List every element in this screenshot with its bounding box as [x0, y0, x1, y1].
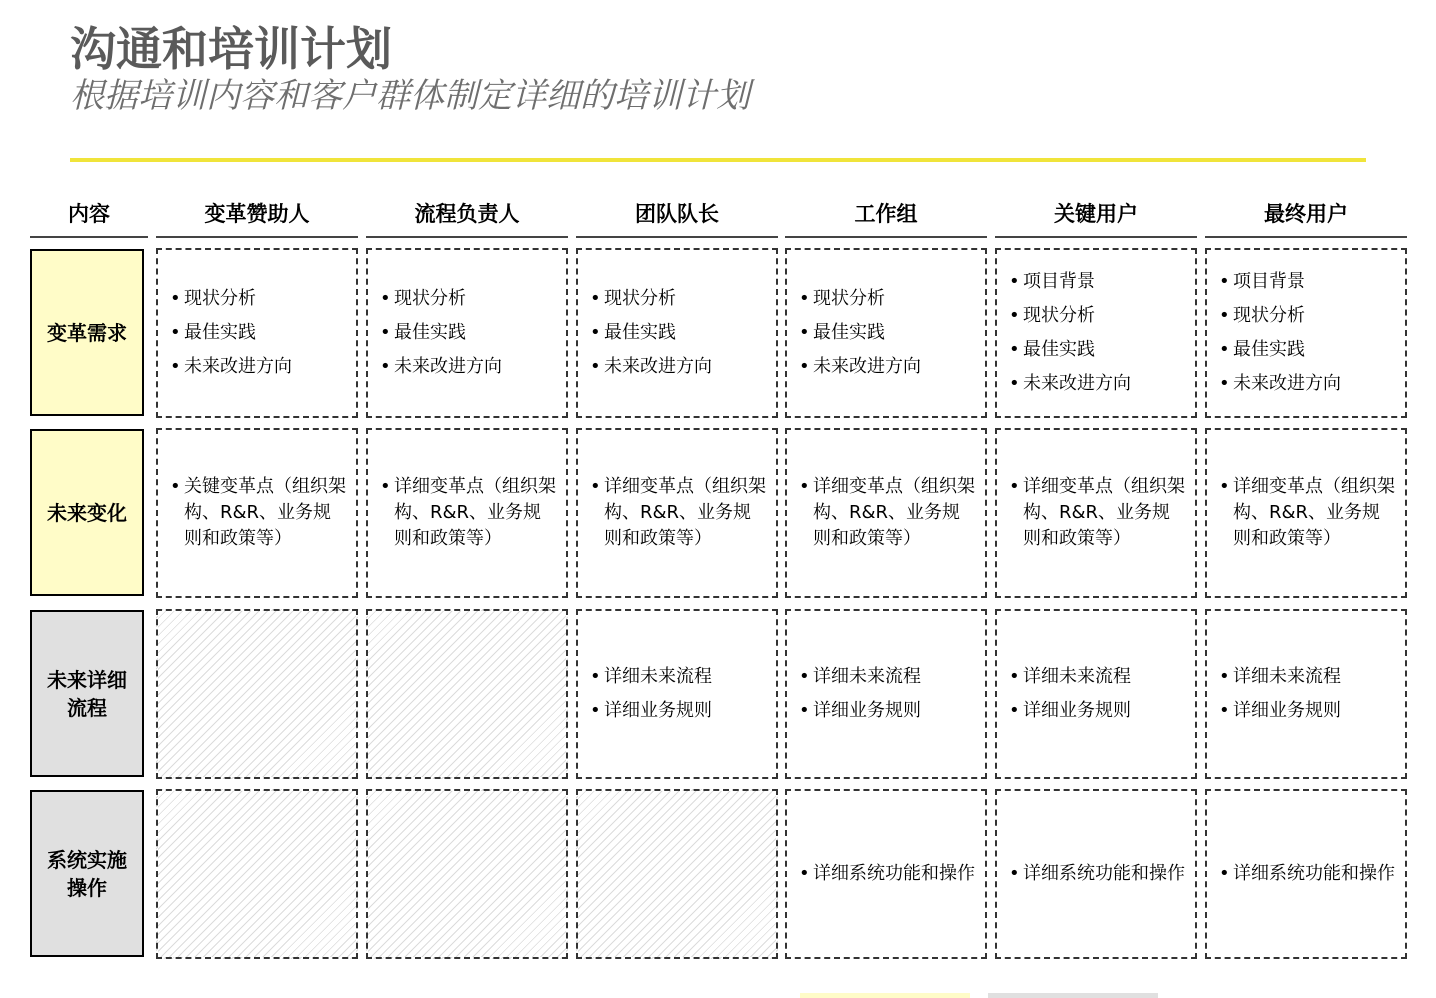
bullet-item	[1009, 269, 1187, 295]
bullet-dot: •	[590, 700, 601, 721]
bullet-dot: •	[1219, 373, 1230, 394]
bullet-item	[799, 286, 977, 312]
bullet-text: 详细业务规则	[604, 700, 712, 721]
bullet-text: 未来改进方向	[813, 356, 921, 377]
bullet-text: 最佳实践	[1233, 339, 1305, 360]
content-cell	[1205, 609, 1407, 779]
bullet-dot: •	[799, 356, 810, 377]
content-cell	[995, 248, 1197, 418]
bullet-item	[170, 286, 348, 312]
bullet-text: 最佳实践	[394, 322, 466, 343]
header-corner: 内容	[30, 192, 148, 238]
content-cell	[576, 428, 778, 598]
content-cell	[366, 248, 568, 418]
content-cell	[1205, 789, 1407, 959]
content-cell	[785, 789, 987, 959]
page-title: 沟通和培训计划	[70, 22, 392, 76]
column-header: 工作组	[785, 192, 987, 238]
bullet-text: 详细未来流程	[813, 666, 921, 687]
content-cell	[995, 428, 1197, 598]
bullet-item	[380, 474, 558, 552]
column-header: 最终用户	[1205, 192, 1407, 238]
bullet-dot: •	[1219, 863, 1230, 884]
bullet-text: 最佳实践	[184, 322, 256, 343]
bullet-dot: •	[1009, 373, 1020, 394]
bullet-text: 关键变革点（组织架构、R&R、业务规则和政策等）	[184, 476, 346, 549]
bullet-dot: •	[170, 356, 181, 377]
bullet-text: 现状分析	[1023, 305, 1095, 326]
bullet-item	[1009, 303, 1187, 329]
bullet-item	[799, 474, 977, 552]
legend-gray-swatch	[988, 993, 1158, 998]
bullet-dot: •	[590, 322, 601, 343]
bullet-item	[1219, 371, 1397, 397]
empty-hatched-cell	[366, 789, 568, 959]
bullet-item	[1219, 474, 1397, 552]
bullet-item	[1009, 664, 1187, 690]
bullet-text: 详细变革点（组织架构、R&R、业务规则和政策等）	[1023, 476, 1185, 549]
content-cell	[785, 248, 987, 418]
bullet-item	[380, 320, 558, 346]
bullet-text: 未来改进方向	[184, 356, 292, 377]
bullet-dot: •	[1219, 476, 1230, 497]
bullet-item	[1219, 337, 1397, 363]
column-header: 团队队长	[576, 192, 778, 238]
bullet-item	[590, 286, 768, 312]
content-cell	[995, 789, 1197, 959]
bullet-text: 最佳实践	[604, 322, 676, 343]
bullet-item	[799, 664, 977, 690]
bullet-text: 详细系统功能和操作	[813, 863, 975, 884]
bullet-text: 未来改进方向	[604, 356, 712, 377]
bullet-dot: •	[799, 700, 810, 721]
bullet-dot: •	[799, 863, 810, 884]
content-cell	[1205, 428, 1407, 598]
bullet-text: 最佳实践	[1023, 339, 1095, 360]
bullet-dot: •	[799, 322, 810, 343]
bullet-dot: •	[590, 476, 601, 497]
legend-yellow-swatch	[800, 993, 970, 998]
bullet-text: 未来改进方向	[1023, 373, 1131, 394]
row-header	[30, 429, 144, 596]
bullet-text: 详细业务规则	[1023, 700, 1131, 721]
bullet-item	[170, 320, 348, 346]
bullet-dot: •	[799, 476, 810, 497]
empty-hatched-cell	[576, 789, 778, 959]
bullet-item	[380, 286, 558, 312]
row-header-label: 系统实施操作	[47, 847, 127, 900]
row-header	[30, 249, 144, 416]
bullet-text: 最佳实践	[813, 322, 885, 343]
bullet-text: 详细未来流程	[1023, 666, 1131, 687]
column-header: 关键用户	[995, 192, 1197, 238]
bullet-item	[1219, 861, 1397, 887]
bullet-text: 详细业务规则	[1233, 700, 1341, 721]
empty-hatched-cell	[156, 609, 358, 779]
bullet-item	[380, 354, 558, 380]
bullet-text: 现状分析	[1233, 305, 1305, 326]
bullet-dot: •	[1009, 305, 1020, 326]
bullet-text: 现状分析	[813, 288, 885, 309]
content-cell	[576, 248, 778, 418]
bullet-item	[1009, 337, 1187, 363]
row-header-label: 未来变化	[47, 500, 127, 525]
bullet-item	[590, 698, 768, 724]
page-subtitle: 根据培训内容和客户群体制定详细的培训计划	[70, 76, 750, 116]
bullet-dot: •	[1009, 339, 1020, 360]
bullet-item	[590, 320, 768, 346]
bullet-dot: •	[590, 356, 601, 377]
content-cell	[576, 609, 778, 779]
bullet-dot: •	[1009, 666, 1020, 687]
bullet-dot: •	[1219, 666, 1230, 687]
bullet-text: 详细变革点（组织架构、R&R、业务规则和政策等）	[1233, 476, 1395, 549]
column-header: 变革赞助人	[156, 192, 358, 238]
bullet-text: 详细变革点（组织架构、R&R、业务规则和政策等）	[394, 476, 556, 549]
bullet-text: 项目背景	[1233, 271, 1305, 292]
bullet-item	[1009, 371, 1187, 397]
bullet-item	[799, 354, 977, 380]
bullet-text: 未来改进方向	[394, 356, 502, 377]
bullet-text: 详细系统功能和操作	[1233, 863, 1395, 884]
bullet-item	[1219, 303, 1397, 329]
content-cell	[366, 428, 568, 598]
bullet-dot: •	[799, 666, 810, 687]
bullet-dot: •	[590, 288, 601, 309]
content-cell	[785, 609, 987, 779]
bullet-dot: •	[590, 666, 601, 687]
bullet-dot: •	[1219, 700, 1230, 721]
bullet-dot: •	[1009, 476, 1020, 497]
bullet-dot: •	[1219, 305, 1230, 326]
bullet-text: 详细业务规则	[813, 700, 921, 721]
bullet-item	[590, 664, 768, 690]
title-divider	[70, 158, 1366, 162]
content-cell	[1205, 248, 1407, 418]
bullet-text: 未来改进方向	[1233, 373, 1341, 394]
row-header	[30, 610, 144, 777]
empty-hatched-cell	[366, 609, 568, 779]
bullet-item	[1009, 474, 1187, 552]
bullet-item	[799, 320, 977, 346]
bullet-item	[1219, 269, 1397, 295]
bullet-item	[799, 698, 977, 724]
bullet-text: 详细未来流程	[604, 666, 712, 687]
bullet-dot: •	[170, 288, 181, 309]
bullet-item	[1009, 861, 1187, 887]
bullet-item	[799, 861, 977, 887]
content-cell	[785, 428, 987, 598]
bullet-dot: •	[1009, 271, 1020, 292]
bullet-dot: •	[380, 476, 391, 497]
content-cell	[156, 248, 358, 418]
bullet-dot: •	[799, 288, 810, 309]
bullet-item	[1219, 664, 1397, 690]
bullet-dot: •	[380, 356, 391, 377]
row-header	[30, 790, 144, 957]
row-header-label: 未来详细流程	[47, 667, 127, 720]
bullet-dot: •	[1219, 271, 1230, 292]
bullet-item	[590, 354, 768, 380]
bullet-item	[1009, 698, 1187, 724]
bullet-dot: •	[380, 322, 391, 343]
bullet-text: 现状分析	[604, 288, 676, 309]
bullet-text: 详细变革点（组织架构、R&R、业务规则和政策等）	[813, 476, 975, 549]
bullet-text: 详细系统功能和操作	[1023, 863, 1185, 884]
bullet-dot: •	[170, 322, 181, 343]
bullet-dot: •	[170, 476, 181, 497]
bullet-text: 详细未来流程	[1233, 666, 1341, 687]
content-cell	[156, 428, 358, 598]
bullet-item	[170, 354, 348, 380]
empty-hatched-cell	[156, 789, 358, 959]
column-header: 流程负责人	[366, 192, 568, 238]
bullet-item	[590, 474, 768, 552]
content-cell	[995, 609, 1197, 779]
bullet-dot: •	[1009, 863, 1020, 884]
bullet-dot: •	[1219, 339, 1230, 360]
row-header-label: 变革需求	[47, 320, 127, 345]
bullet-text: 项目背景	[1023, 271, 1095, 292]
bullet-text: 现状分析	[394, 288, 466, 309]
bullet-dot: •	[380, 288, 391, 309]
bullet-text: 详细变革点（组织架构、R&R、业务规则和政策等）	[604, 476, 766, 549]
bullet-item	[170, 474, 348, 552]
bullet-text: 现状分析	[184, 288, 256, 309]
bullet-dot: •	[1009, 700, 1020, 721]
bullet-item	[1219, 698, 1397, 724]
